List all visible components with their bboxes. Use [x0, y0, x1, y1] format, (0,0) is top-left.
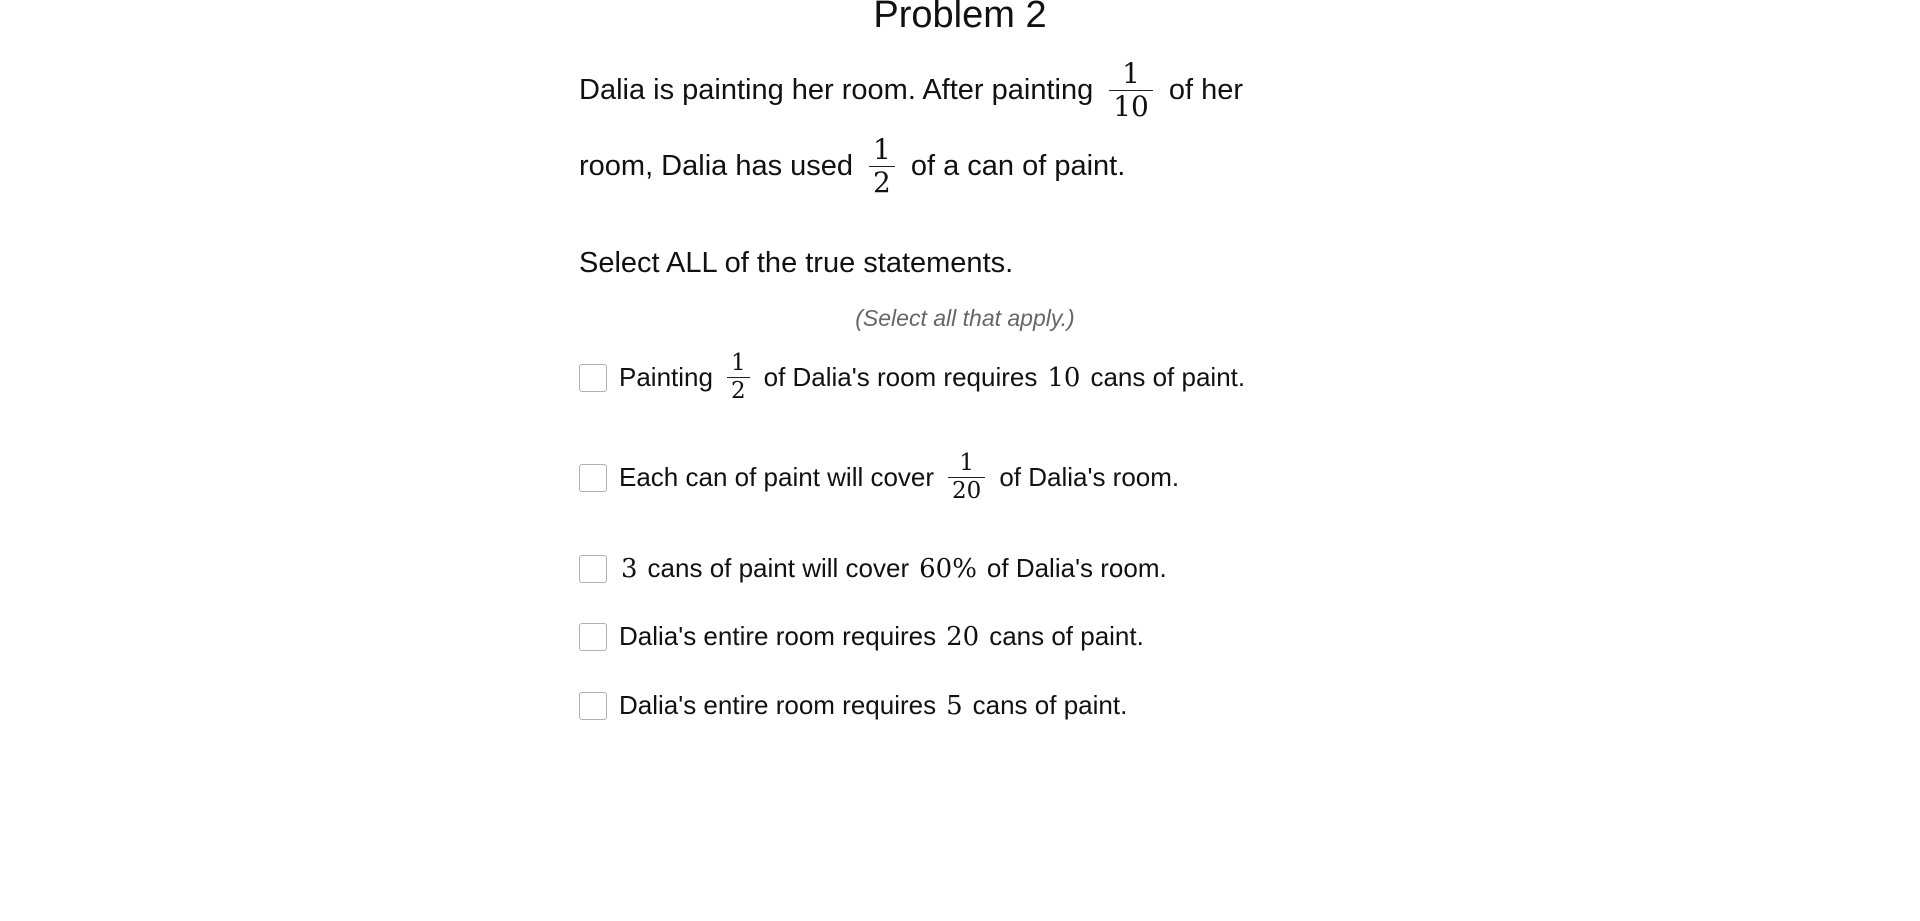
- math-value: 5: [946, 690, 963, 721]
- option-text: Dalia's entire room requires: [619, 690, 937, 720]
- fraction-numerator: 1: [1122, 56, 1140, 90]
- option-5[interactable]: [579, 690, 1127, 721]
- fraction-numerator: 1: [730, 350, 746, 376]
- option-text: of Dalia's room requires: [763, 362, 1038, 392]
- fraction-one-half: [869, 132, 895, 199]
- option-1-checkbox[interactable]: [579, 364, 607, 392]
- problem-text-2-end: of a can of paint.: [910, 149, 1126, 182]
- problem-title: Problem 2: [873, 0, 1047, 36]
- select-all-hint: (Select all that apply.): [855, 305, 1075, 331]
- option-3-checkbox[interactable]: [579, 555, 607, 583]
- option-1[interactable]: [579, 352, 1245, 403]
- fraction-one-tenth: [1109, 56, 1153, 123]
- math-value: 20: [946, 621, 980, 652]
- fraction-numerator: 1: [959, 450, 974, 476]
- problem-text-1-end: of her: [1168, 73, 1244, 106]
- math-value: 60%: [919, 553, 977, 584]
- option-text: of Dalia's room.: [986, 553, 1167, 583]
- fraction-denominator: 2: [873, 165, 891, 199]
- fraction-denominator: 2: [730, 378, 746, 404]
- fraction-one-twentieth: [948, 452, 985, 503]
- fraction-denominator: 10: [1113, 89, 1149, 123]
- problem-statement: [579, 52, 1319, 204]
- problem-line-1: [579, 52, 1319, 128]
- fraction-one-half: [727, 352, 750, 403]
- option-text: Each can of paint will cover: [619, 462, 935, 492]
- math-value: 3: [621, 553, 638, 584]
- option-5-checkbox[interactable]: [579, 692, 607, 720]
- option-2[interactable]: [579, 452, 1179, 503]
- option-text: cans of paint.: [972, 690, 1128, 720]
- problem-text-2: room, Dalia has used: [579, 149, 854, 182]
- option-4[interactable]: [579, 621, 1144, 652]
- problem-line-2: [579, 128, 1319, 204]
- option-text: cans of paint.: [1090, 362, 1246, 392]
- fraction-numerator: 1: [873, 132, 891, 166]
- option-2-checkbox[interactable]: [579, 464, 607, 492]
- option-text: cans of paint.: [989, 621, 1144, 651]
- option-3[interactable]: [579, 553, 1167, 584]
- problem-text-1: Dalia is painting her room. After painting: [579, 73, 1094, 106]
- option-4-checkbox[interactable]: [579, 623, 607, 651]
- option-text: Dalia's entire room requires: [619, 621, 937, 651]
- option-text: Painting: [619, 362, 713, 392]
- question-prompt: Select ALL of the true statements.: [579, 247, 1014, 279]
- fraction-denominator: 20: [952, 478, 982, 504]
- option-text: cans of paint will cover: [647, 553, 910, 583]
- option-text: of Dalia's room.: [999, 462, 1180, 492]
- math-value: 10: [1047, 362, 1081, 393]
